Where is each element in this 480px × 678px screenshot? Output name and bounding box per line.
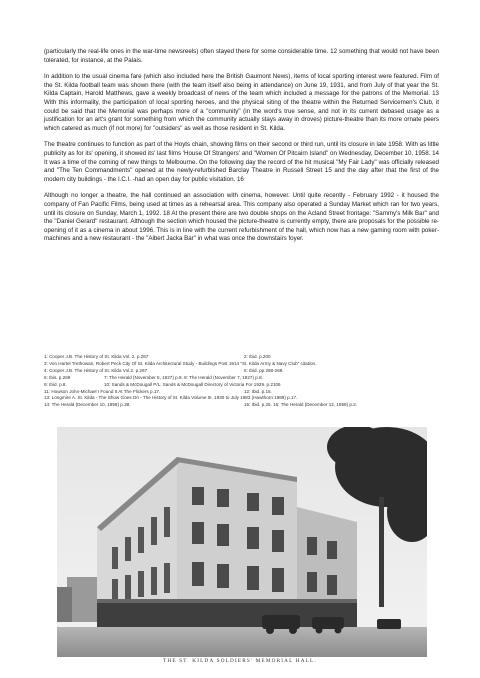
paragraph: Although no longer a theatre, the hall continued an association with cinema, however. Until quite recently - February 1992 - it housed the company of Fan Pacific Films, being used at times as a rehearsal area. This company also operated a Sunday Market which ran for two years, until its closure on Sunday, March 1, 1992. 18 At the present there are two double shops on the Acland Street frontage: "Sammy's Milk Bar" and the "Daniel Gerard" restaurant. Although the section which housed the picture-theatre is currently empty, there are proposals for the possible re-opening of it as a cinema in about 1996. This is in line with the current refurbishment of the hall, which now has a new gaming room with poker-machines and a new restaurant - the "Albert Jacka Bar" in what was once the downstairs foyer. <box>44 192 439 243</box>
footnote: 13: Longmire A. St. Kilda - The Show Goes On - The History of St. Kilda Volume III. 1930 to July 1983 (Hawthorn 1989) p.17. <box>44 395 298 401</box>
footnote: 9: Ibid. p.8. <box>44 381 67 387</box>
footnote: 7: The Herald (November 5, 1927) p.8. 8: The Herald (November 7, 1927) p.8. <box>104 374 263 380</box>
footnote: 6: Ibis. p.269 <box>44 374 71 380</box>
footnote-row <box>44 395 439 402</box>
building-photo <box>57 427 427 657</box>
footnote-row <box>44 354 439 361</box>
footnote: 4: Cooper J.B. The History of St. Kilda Vol.2. p.267 <box>44 367 148 373</box>
footnote: 14: The Herald (December 10, 1958) p.38. <box>44 402 131 408</box>
paragraph: The theatre continues to function as part of the Hoyts chain, showing films on their second or third run, until its closure in late 1958. With as little publicity as for its' opening, it showed its' last films 'House Of Strangers' and "Women Of Pitcairn Island" on Wednesday, December 10, 1958. 14 It was a time of the coming of new things to Melbourne. On the following day the record of the hit musical "My Fair Lady" was officially released and "The Ten Commandments" opened at the newly-refurbished Barclay Theatre in Russell Street 15 and the day after that the first of the modern city buildings - the I.C.I. -had an open day for public visitation. 16 <box>44 141 439 183</box>
paragraph: In addition to the usual cinema fare (which also included here the British Gaumont News), items of local sporting interest were featured. Film of the St. Kilda football team was shown there (with the team itself also being in attendance) on June 19, 1931, and from July of that year the St. Kilda Captain, Harold Matthews, gave a weekly broadcast of news of the team which included a message for the patrons of the Memorial. 13 With this informality, the participation of local sporting heroes, and the physical siting of the theatre within the Returned Servicemen's Club, it could be said that the Memorial was perhaps more of a "community" (in the word's true sense, and not in its current debased usage as a justification for an art's grant for something from which the community actually stays away in droves) picture-theatre than its more ornate peers which catered as much (if not more) for "outsiders" as well as those resident in St. Kilda. <box>44 73 439 132</box>
footnote-row <box>44 361 439 368</box>
footnote: 5: Ibid. pp.268-269. <box>244 367 284 373</box>
footnote: 10: Sands & McDougall P/L. Sands & McDougall Directory of Victoria For 1929. p.2106 <box>104 381 281 387</box>
footnote: 3: Von Hartel Trethowan, Robert Peck City Of St. Kilda Architectural Study - Buildings Post 1914 "St. Kilda Army & Navy Club" citation. <box>44 360 317 366</box>
photo-caption: THE ST. KILDA SOLDIERS' MEMORIAL HALL. <box>163 658 317 664</box>
footnote: 15: Ibid. p.25. 16: The Herald (December 12, 1958) p.2. <box>244 402 358 408</box>
footnote-row <box>44 368 439 375</box>
footnote-row <box>44 382 439 389</box>
footnote-row <box>44 389 439 396</box>
paragraph: (particularly the real-life ones in the war-time newsreels) often stayed there for some considerable time. 12 something that would not have been tolerated, for instance, at the Palais. <box>44 48 439 64</box>
footnote: 11: Howson John-Michael I Found It At The Flickers p.17. <box>44 388 161 394</box>
footnote-row <box>44 375 439 382</box>
footnote: 2: Ibid. p.200 <box>244 354 271 359</box>
footnote: 1: Cooper J.B. The History of St. Kilda Vol. 2. p.267 <box>44 354 149 359</box>
footnote: 12: Ibid. p.15. <box>244 388 272 394</box>
footnotes <box>44 354 439 409</box>
body-text <box>44 48 439 252</box>
footnote-row <box>44 402 439 409</box>
